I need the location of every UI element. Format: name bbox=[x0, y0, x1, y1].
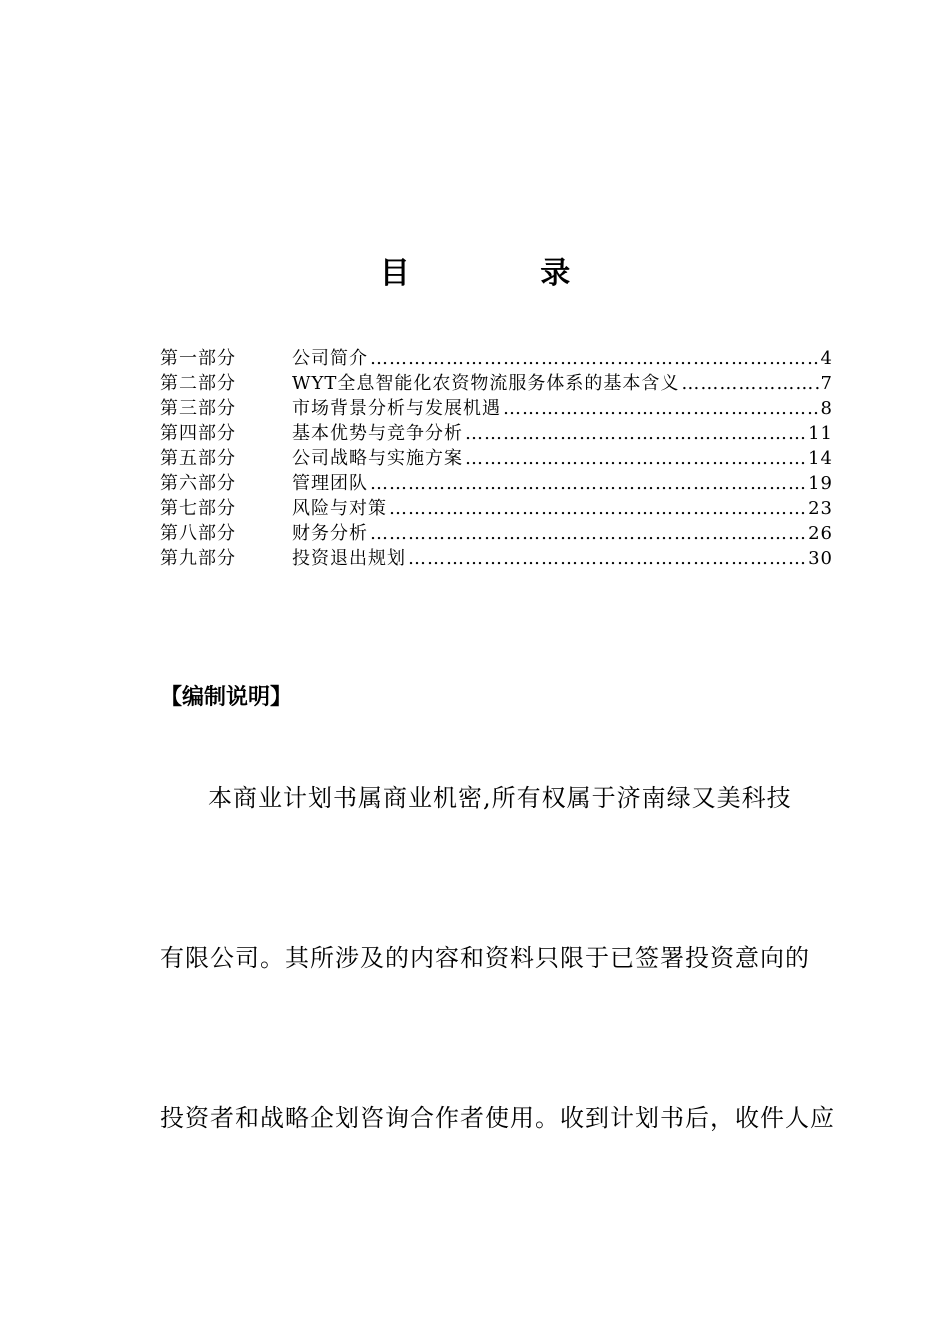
toc-entry bbox=[160, 446, 833, 471]
toc-page-number: 8 bbox=[820, 398, 833, 419]
paragraph-line: 投资者和战略企划咨询合作者使用。收到计划书后，收件人应 bbox=[160, 1104, 835, 1132]
toc-entry-title: 投资退出规划 bbox=[292, 548, 406, 569]
toc-part-label: 第六部分 bbox=[160, 473, 236, 494]
toc-page-number: 4 bbox=[820, 348, 833, 369]
toc-page-number: 11 bbox=[808, 423, 833, 444]
table-of-contents bbox=[160, 346, 833, 571]
toc-entry-title: 公司简介 bbox=[292, 348, 368, 369]
toc-page-number: 19 bbox=[808, 473, 833, 494]
toc-entry bbox=[160, 371, 833, 396]
toc-leader-dots bbox=[370, 346, 819, 371]
toc-part-label: 第三部分 bbox=[160, 398, 236, 419]
toc-entry-title: 市场背景分析与发展机遇 bbox=[292, 398, 501, 419]
toc-entry bbox=[160, 546, 833, 571]
toc-entry-title: WYT全息智能化农资物流服务体系的基本含义 bbox=[292, 373, 680, 394]
toc-leader-dots bbox=[370, 521, 806, 546]
toc-part-label: 第九部分 bbox=[160, 548, 236, 569]
toc-leader-dots bbox=[408, 546, 806, 571]
toc-entry bbox=[160, 471, 833, 496]
section-heading: 【编制说明】 bbox=[160, 685, 293, 710]
toc-entry-title: 公司战略与实施方案 bbox=[292, 448, 463, 469]
toc-page-number: 23 bbox=[808, 498, 833, 519]
toc-entry bbox=[160, 496, 833, 521]
toc-leader-dots bbox=[681, 371, 818, 396]
toc-leader-dots bbox=[465, 421, 806, 446]
toc-entry bbox=[160, 396, 833, 421]
toc-leader-dots bbox=[389, 496, 806, 521]
toc-leader-dots bbox=[465, 446, 806, 471]
toc-part-label: 第二部分 bbox=[160, 373, 236, 394]
toc-entry-title: 风险与对策 bbox=[292, 498, 387, 519]
toc-page-number: 14 bbox=[808, 448, 833, 469]
toc-entry bbox=[160, 521, 833, 546]
toc-entry-title: 财务分析 bbox=[292, 523, 368, 544]
toc-part-label: 第八部分 bbox=[160, 523, 236, 544]
toc-entry-title: 基本优势与竞争分析 bbox=[292, 423, 463, 444]
toc-entry bbox=[160, 421, 833, 446]
toc-page-number: 26 bbox=[808, 523, 833, 544]
toc-entry bbox=[160, 346, 833, 371]
toc-part-label: 第四部分 bbox=[160, 423, 236, 444]
toc-entry-title: 管理团队 bbox=[292, 473, 368, 494]
paragraph-line: 本商业计划书属商业机密,所有权属于济南绿又美科技 bbox=[208, 784, 792, 812]
toc-part-label: 第七部分 bbox=[160, 498, 236, 519]
toc-leader-dots bbox=[370, 471, 806, 496]
toc-part-label: 第一部分 bbox=[160, 348, 236, 369]
toc-page-number: 30 bbox=[808, 548, 833, 569]
toc-title: 目 录 bbox=[379, 256, 631, 291]
paragraph-line: 有限公司。其所涉及的内容和资料只限于已签署投资意向的 bbox=[160, 944, 810, 972]
toc-part-label: 第五部分 bbox=[160, 448, 236, 469]
toc-page-number: 7 bbox=[820, 373, 833, 394]
toc-leader-dots bbox=[503, 396, 819, 421]
